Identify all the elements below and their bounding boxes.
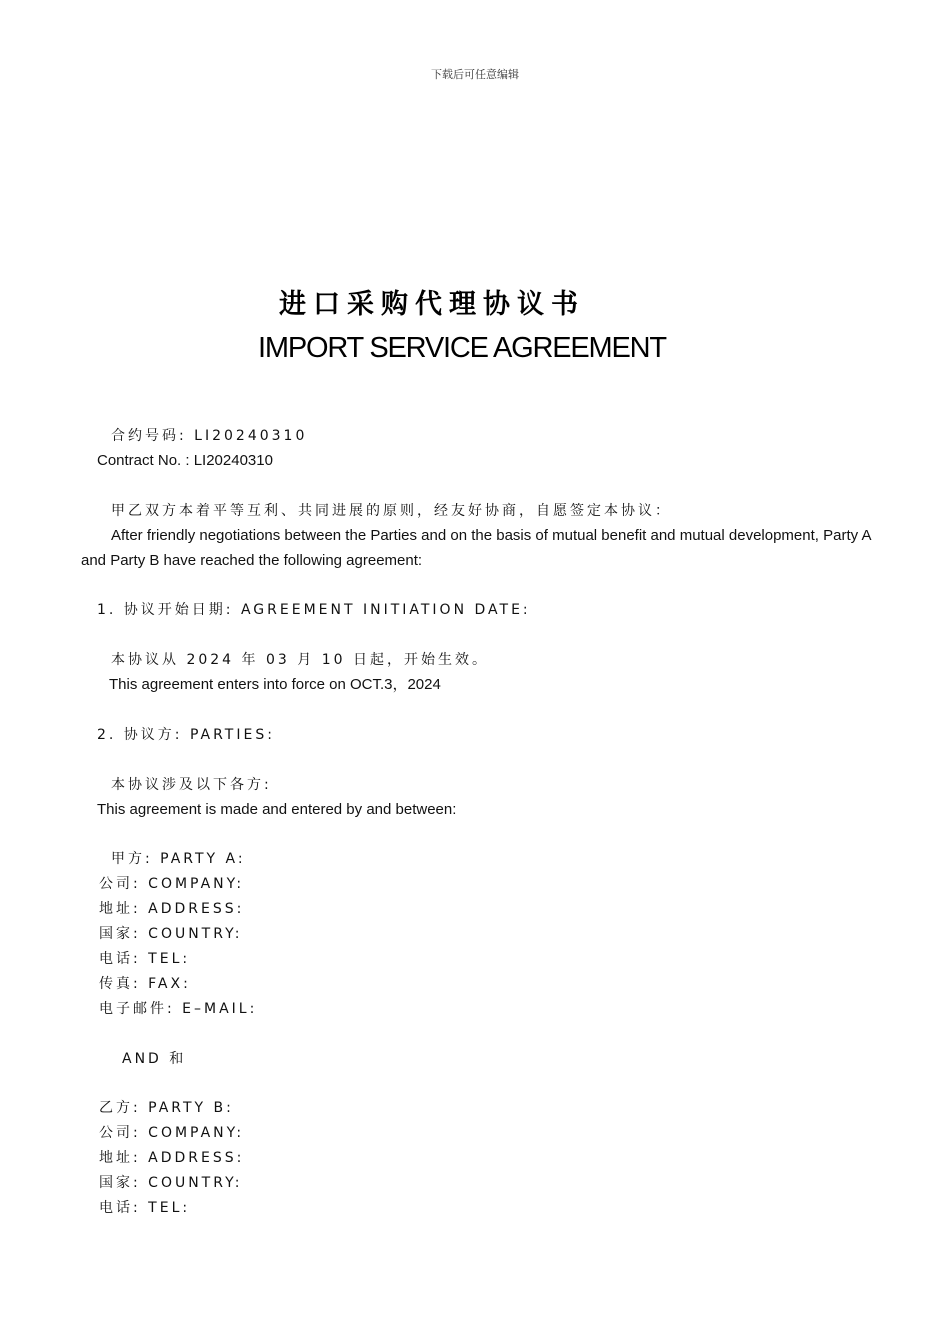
party-b-label: 乙方: PARTY B:: [99, 1100, 234, 1116]
party-b-address: 地址: ADDRESS:: [99, 1150, 245, 1166]
contract-number-cn: 合约号码: LI20240310: [111, 428, 308, 444]
party-b-tel: 电话: TEL:: [99, 1200, 191, 1216]
intro-en: [81, 523, 881, 573]
section2-en: This agreement is made and entered by and between:: [97, 801, 457, 818]
party-a-country: 国家: COUNTRY:: [99, 926, 243, 942]
page-header-note: 下载后可任意编辑: [431, 68, 519, 81]
section1-en: This agreement enters into force on OCT.3，2024: [109, 676, 441, 693]
party-a-fax: 传真: FAX:: [99, 976, 191, 992]
party-b-company: 公司: COMPANY:: [99, 1125, 245, 1141]
party-a-address: 地址: ADDRESS:: [99, 901, 245, 917]
intro-cn: 甲乙双方本着平等互利、共同进展的原则，经友好协商，自愿签定本协议：: [111, 503, 672, 519]
and-connector: AND 和: [122, 1051, 187, 1067]
party-a-label: 甲方: PARTY A:: [111, 851, 246, 867]
title-chinese: 进口采购代理协议书: [279, 289, 585, 320]
party-a-email: 电子邮件: E–MAIL:: [99, 1001, 258, 1017]
party-b-country: 国家: COUNTRY:: [99, 1175, 243, 1191]
party-a-company: 公司: COMPANY:: [99, 876, 245, 892]
party-a-tel: 电话: TEL:: [99, 951, 191, 967]
intro-en-text: After friendly negotiations between the Parties and on the basis of mutual benefit and mutual development, Party A and Party B have reached the following agreement:: [81, 527, 871, 569]
section1-cn: 本协议从 2024 年 03 月 10 日起，开始生效。: [111, 652, 489, 668]
section2-heading: 2. 协议方: PARTIES:: [97, 727, 275, 743]
section1-heading: 1. 协议开始日期: AGREEMENT INITIATION DATE:: [97, 602, 531, 618]
section2-cn: 本协议涉及以下各方:: [111, 777, 272, 793]
title-english: IMPORT SERVICE AGREEMENT: [258, 332, 666, 364]
contract-number-en: Contract No. : LI20240310: [97, 452, 273, 469]
